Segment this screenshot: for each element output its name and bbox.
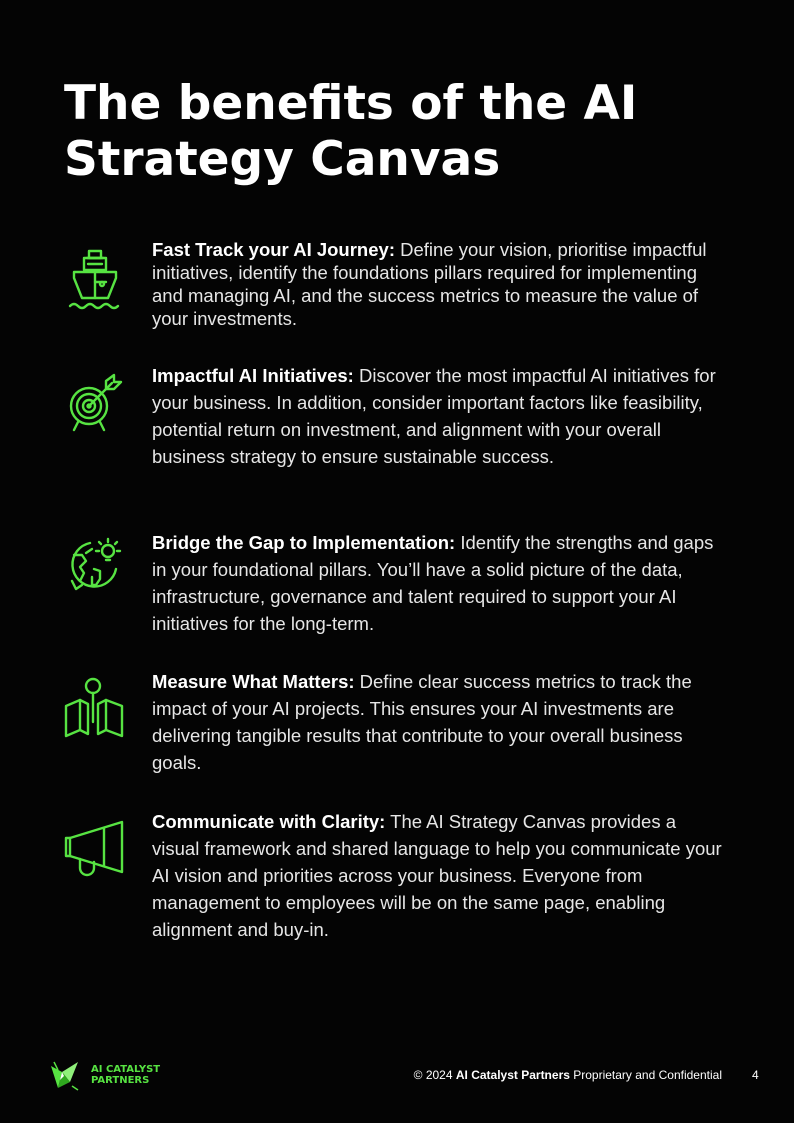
footer <box>0 1050 794 1100</box>
benefit-label: Fast Track your AI Journey: <box>152 239 395 260</box>
logo-line-2: PARTNERS <box>91 1075 150 1086</box>
benefit-label: Impactful AI Initiatives: <box>152 365 354 386</box>
page-title: The benefits of the AI Strategy Canvas <box>64 76 638 187</box>
ship-icon <box>62 248 128 314</box>
benefit-text <box>152 238 724 330</box>
benefit-description: The AI Strategy Canvas provides a visual framework and shared language to help you communicate your AI vision and priorities across your business. Everyone from management to employees will be on the same page, enabling alignment and buy-in. <box>152 811 722 940</box>
page-number: 4 <box>752 1068 759 1082</box>
logo-line-1: AI CATALYST <box>91 1064 161 1075</box>
copyright-suffix: Proprietary and Confidential <box>569 1068 722 1082</box>
globe-lightbulb-icon <box>62 533 128 599</box>
benefit-label: Bridge the Gap to Implementation: <box>152 532 456 553</box>
benefit-text <box>152 808 724 943</box>
target-icon <box>62 370 128 436</box>
copyright-prefix: © 2024 <box>413 1068 456 1082</box>
megaphone-icon <box>62 816 128 882</box>
copyright-notice <box>414 1068 722 1082</box>
benefit-label: Measure What Matters: <box>152 671 355 692</box>
benefit-description: Define clear success metrics to track the impact of your AI projects. This ensures your AI investments are delivering tangible results that contribute to your overall business goals. <box>152 671 692 773</box>
company-logo-icon <box>48 1058 82 1092</box>
copyright-company: AI Catalyst Partners <box>455 1068 570 1082</box>
logo-text <box>91 1064 160 1086</box>
map-pin-icon <box>62 676 128 742</box>
benefit-description: Discover the most impactful AI initiatives for your business. In addition, consider important factors like feasibility, potential return on investment, and alignment with your overall business strategy to ensure sustainable success. <box>152 365 716 467</box>
benefit-text <box>152 362 724 470</box>
benefit-description: Identify the strengths and gaps in your foundational pillars. You’ll have a solid picture of the data, infrastructure, governance and talent required to support your AI initiatives for the long-term. <box>152 532 714 634</box>
benefit-text <box>152 529 724 637</box>
benefit-description: Define your vision, prioritise impactful initiatives, identify the foundations pillars required for implementing and managing AI, and the success metrics to measure the value of your investments. <box>152 239 707 329</box>
benefit-label: Communicate with Clarity: <box>152 811 386 832</box>
benefit-text <box>152 668 724 776</box>
